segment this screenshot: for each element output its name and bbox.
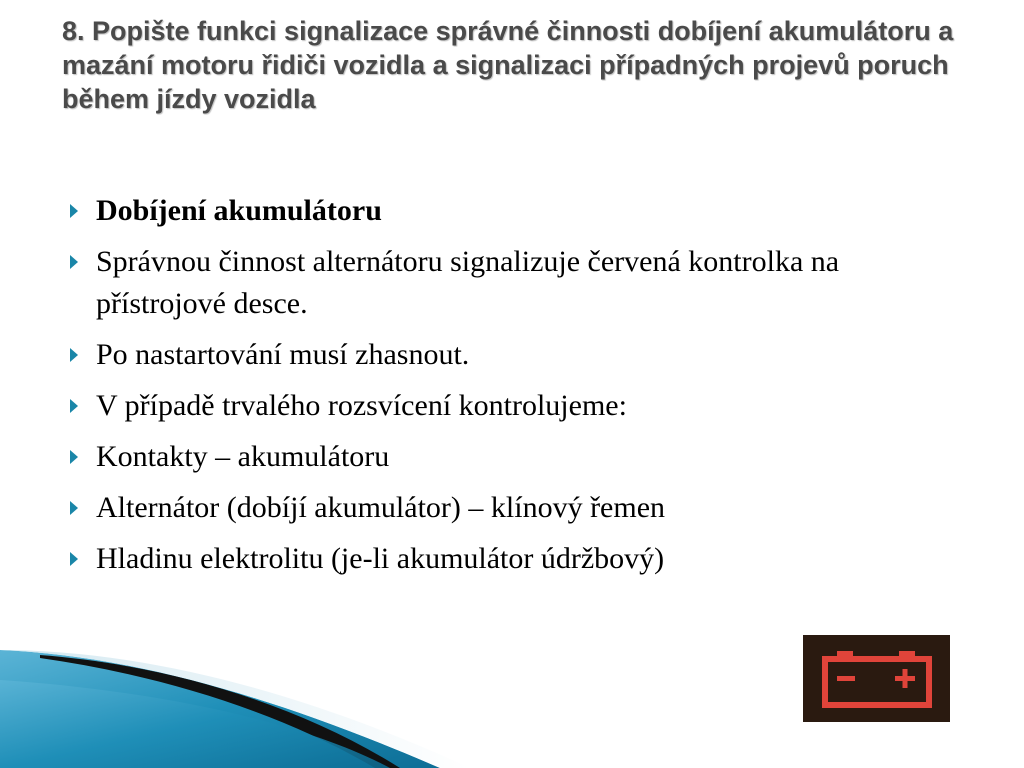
triangle-arrow-icon <box>70 204 78 218</box>
triangle-arrow-icon <box>70 501 78 515</box>
list-item <box>66 241 946 325</box>
bullet-text: Dobíjení akumulátoru <box>96 194 382 227</box>
bullet-text: V případě trvalého rozsvícení kontrolujeme: <box>96 389 627 422</box>
triangle-arrow-icon <box>70 552 78 566</box>
list-item <box>66 487 946 529</box>
list-item <box>66 538 946 580</box>
battery-warning-light-icon <box>803 635 950 722</box>
list-item <box>66 436 946 478</box>
slide-title: 8. Popište funkci signalizace správné činnosti dobíjení akumulátoru a mazání motoru řidiči vozidla a signalizaci případných projevů poruch během jízdy vozidla <box>62 16 954 114</box>
triangle-arrow-icon <box>70 348 78 362</box>
bullet-text: Hladinu elektrolitu (je-li akumulátor údržbový) <box>96 542 665 575</box>
bullet-text: Po nastartování musí zhasnout. <box>96 338 470 371</box>
list-item <box>66 334 946 376</box>
bullet-text: Kontakty – akumulátoru <box>96 440 390 473</box>
triangle-arrow-icon <box>70 450 78 464</box>
list-item <box>66 190 946 232</box>
bullet-text: Alternátor (dobíjí akumulátor) – klínový řemen <box>96 491 666 524</box>
triangle-arrow-icon <box>70 399 78 413</box>
triangle-arrow-icon <box>70 255 78 269</box>
bullet-list <box>66 190 946 589</box>
bullet-text: Správnou činnost alternátoru signalizuje červená kontrolka na přístrojové desce. <box>96 245 840 320</box>
list-item <box>66 385 946 427</box>
